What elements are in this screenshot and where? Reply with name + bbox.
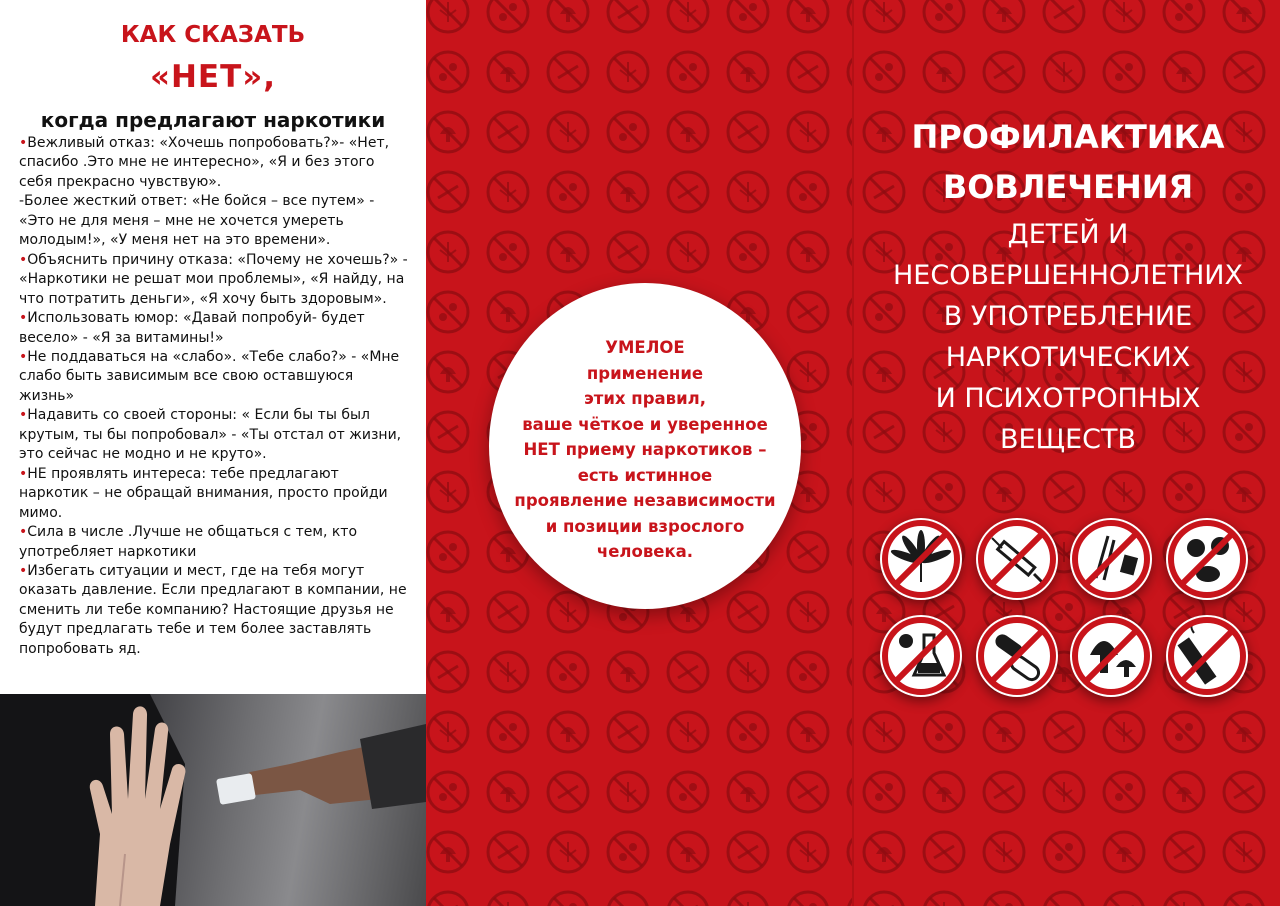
advice-text: Использовать юмор: «Давай попробуй- будет весело» - «Я за витамины!» <box>19 310 365 346</box>
pattern-prohibit-icon <box>608 52 648 92</box>
mushrooms-prohibited-icon <box>1068 613 1154 699</box>
advice-item <box>19 192 411 250</box>
cigarette-prohibited-icon <box>1164 613 1250 699</box>
advice-text: Вежливый отказ: «Хочешь попробовать?»- «Нет, спасибо .Это мне не интересно», «Я и без этого себя прекрасно чувствую». <box>19 135 390 190</box>
pattern-prohibit-icon <box>788 772 828 812</box>
powder-prohibited-icon <box>1068 516 1154 602</box>
pattern-prohibit-icon <box>924 712 964 752</box>
pattern-prohibit-icon <box>548 52 588 92</box>
pattern-prohibit-icon <box>1044 0 1084 32</box>
pattern-prohibit-icon <box>428 232 468 272</box>
pattern-prohibit-icon <box>548 0 588 32</box>
pattern-prohibit-icon <box>1044 772 1084 812</box>
pattern-prohibit-icon <box>984 892 1024 906</box>
pattern-prohibit-icon <box>548 832 588 872</box>
pattern-prohibit-icon <box>428 892 468 906</box>
pattern-prohibit-icon <box>1044 892 1084 906</box>
pattern-prohibit-icon <box>488 0 528 32</box>
pattern-prohibit-icon <box>428 292 468 332</box>
pattern-prohibit-icon <box>728 892 768 906</box>
pattern-prohibit-icon <box>728 772 768 812</box>
chemicals-prohibited-icon <box>878 613 964 699</box>
pattern-prohibit-icon <box>728 112 768 152</box>
pattern-prohibit-icon <box>728 592 768 632</box>
left-panel <box>0 0 426 906</box>
bullet-icon: • <box>19 465 28 482</box>
pills-prohibited-icon <box>1164 516 1250 602</box>
pattern-prohibit-icon <box>1224 712 1264 752</box>
pattern-prohibit-icon <box>1044 832 1084 872</box>
pattern-prohibit-icon <box>608 0 648 32</box>
pattern-prohibit-icon <box>864 0 904 32</box>
pattern-prohibit-icon <box>608 172 648 212</box>
refusal-photo <box>0 694 426 906</box>
pattern-prohibit-icon <box>984 472 1024 512</box>
pattern-prohibit-icon <box>984 52 1024 92</box>
pattern-prohibit-icon <box>1164 832 1204 872</box>
pattern-prohibit-icon <box>984 772 1024 812</box>
pattern-prohibit-icon <box>864 832 904 872</box>
capsules-prohibited-icon <box>974 613 1060 699</box>
pattern-prohibit-icon <box>788 52 828 92</box>
bullet-icon: • <box>19 135 28 151</box>
pattern-prohibit-icon <box>488 112 528 152</box>
pattern-prohibit-icon <box>548 892 588 906</box>
pattern-prohibit-icon <box>1224 52 1264 92</box>
pattern-prohibit-icon <box>608 892 648 906</box>
title-subtitle: когда предлагают наркотики <box>40 108 386 132</box>
pattern-prohibit-icon <box>488 232 528 272</box>
pattern-prohibit-icon <box>668 712 708 752</box>
pattern-prohibit-icon <box>488 52 528 92</box>
pattern-prohibit-icon <box>1164 772 1204 812</box>
pattern-prohibit-icon <box>864 892 904 906</box>
advice-text: НЕ проявлять интереса: тебе предлагают наркотик – не обращай внимания, просто пройди мимо. <box>19 465 388 521</box>
pattern-prohibit-icon <box>788 592 828 632</box>
pattern-prohibit-icon <box>668 52 708 92</box>
pattern-prohibit-icon <box>788 0 828 32</box>
pattern-prohibit-icon <box>428 112 468 152</box>
bullet-icon: • <box>19 562 28 579</box>
pattern-prohibit-icon <box>668 112 708 152</box>
pattern-prohibit-icon <box>728 0 768 32</box>
pattern-prohibit-icon <box>488 592 528 632</box>
pattern-prohibit-icon <box>1224 772 1264 812</box>
advice-text: -Более жесткий ответ: «Не бойся – все путем» - «Это не для меня – мне не хочется умереть молодым!», «У меня нет на это времени». <box>19 193 375 249</box>
pattern-prohibit-icon <box>1104 892 1144 906</box>
advice-item <box>19 562 411 659</box>
advice-item <box>19 251 411 309</box>
pattern-prohibit-icon <box>488 832 528 872</box>
pattern-prohibit-icon <box>864 712 904 752</box>
right-panel <box>852 0 1280 906</box>
advice-text: Избегать ситуации и мест, где на тебя могут оказать давление. Если предлагают в компании, не сменить ли тебе компанию? Настоящие друзья не будут предлагать тебе и тем более заставлять попробовать яд. <box>19 562 407 657</box>
pattern-prohibit-icon <box>1224 832 1264 872</box>
pattern-prohibit-icon <box>984 0 1024 32</box>
pattern-prohibit-icon <box>788 172 828 212</box>
advice-item <box>19 406 411 464</box>
advice-text: Объяснить причину отказа: «Почему не хочешь?» - «Наркотики не решат мои проблемы», «Я найду, на что потратить деньги», «Я хочу быть здоровым». <box>19 251 408 307</box>
pattern-prohibit-icon <box>1224 892 1264 906</box>
pattern-prohibit-icon <box>428 592 468 632</box>
pattern-prohibit-icon <box>548 172 588 212</box>
pattern-prohibit-icon <box>428 412 468 452</box>
pattern-prohibit-icon <box>788 832 828 872</box>
pattern-prohibit-icon <box>428 52 468 92</box>
pattern-prohibit-icon <box>1164 712 1204 752</box>
bullet-icon: • <box>19 524 28 541</box>
pattern-prohibit-icon <box>984 832 1024 872</box>
pattern-prohibit-icon <box>788 892 828 906</box>
pattern-prohibit-icon <box>428 832 468 872</box>
pattern-prohibit-icon <box>864 772 904 812</box>
brochure-title <box>854 112 1280 460</box>
pattern-prohibit-icon <box>428 172 468 212</box>
pattern-prohibit-icon <box>728 832 768 872</box>
pattern-prohibit-icon <box>1044 52 1084 92</box>
pattern-prohibit-icon <box>428 0 468 32</box>
pattern-prohibit-icon <box>668 892 708 906</box>
pattern-prohibit-icon <box>1104 0 1144 32</box>
pattern-prohibit-icon <box>488 292 528 332</box>
pattern-prohibit-icon <box>1104 712 1144 752</box>
advice-text: Не поддаваться на «слабо». «Тебе слабо?» - «Мне слабо быть зависимым все свою оставшуюся жизнь» <box>19 348 400 404</box>
pattern-prohibit-icon <box>668 832 708 872</box>
advice-item <box>19 134 411 192</box>
syringe-prohibited-icon <box>974 516 1060 602</box>
pattern-prohibit-icon <box>924 472 964 512</box>
pattern-prohibit-icon <box>728 652 768 692</box>
advice-item <box>19 309 411 348</box>
pattern-prohibit-icon <box>608 712 648 752</box>
cannabis-prohibited-icon <box>878 516 964 602</box>
pattern-prohibit-icon <box>1044 472 1084 512</box>
pattern-prohibit-icon <box>488 712 528 752</box>
pattern-prohibit-icon <box>1104 772 1144 812</box>
pattern-prohibit-icon <box>608 772 648 812</box>
pattern-prohibit-icon <box>668 772 708 812</box>
pattern-prohibit-icon <box>608 232 648 272</box>
advice-item <box>19 465 411 523</box>
pattern-prohibit-icon <box>548 652 588 692</box>
pattern-prohibit-icon <box>924 52 964 92</box>
pattern-prohibit-icon <box>428 532 468 572</box>
title-how-to-say: КАК СКАЗАТЬ <box>120 22 306 48</box>
pattern-prohibit-icon <box>428 772 468 812</box>
pattern-prohibit-icon <box>428 712 468 752</box>
advice-text: Сила в числе .Лучше не общаться с тем, кто употребляет наркотики <box>19 524 358 560</box>
pattern-prohibit-icon <box>788 232 828 272</box>
pattern-prohibit-icon <box>488 892 528 906</box>
pattern-prohibit-icon <box>668 652 708 692</box>
title-prevention: ПРОФИЛАКТИКА ВОВЛЕЧЕНИЯ <box>911 118 1225 206</box>
pattern-prohibit-icon <box>488 772 528 812</box>
pattern-prohibit-icon <box>1044 712 1084 752</box>
rule-text: УМЕЛОЕ применение этих правил, ваше чёткое и уверенное НЕТ приему наркотиков – есть истинное проявление независимости и позиции взрослого человека. <box>514 338 776 561</box>
pattern-prohibit-icon <box>788 652 828 692</box>
pattern-prohibit-icon <box>1104 52 1144 92</box>
pattern-prohibit-icon <box>428 352 468 392</box>
pattern-prohibit-icon <box>864 472 904 512</box>
advice-item <box>19 348 411 406</box>
pattern-prohibit-icon <box>548 112 588 152</box>
advice-text: Надавить со своей стороны: « Если бы ты был крутым, ты бы попробовал» - «Ты отстал от жизни, это сейчас не модно и не круто». <box>19 407 402 463</box>
advice-list <box>19 134 411 659</box>
pattern-prohibit-icon <box>1104 472 1144 512</box>
pattern-prohibit-icon <box>1224 472 1264 512</box>
pattern-prohibit-icon <box>608 112 648 152</box>
pattern-prohibit-icon <box>428 472 468 512</box>
pattern-prohibit-icon <box>1164 52 1204 92</box>
pattern-prohibit-icon <box>548 772 588 812</box>
pattern-prohibit-icon <box>864 52 904 92</box>
pattern-prohibit-icon <box>788 112 828 152</box>
pattern-prohibit-icon <box>608 652 648 692</box>
advice-item <box>19 523 411 562</box>
rule-circle <box>489 283 801 609</box>
pattern-prohibit-icon <box>728 52 768 92</box>
pattern-prohibit-icon <box>1164 892 1204 906</box>
pattern-prohibit-icon <box>1164 0 1204 32</box>
pattern-prohibit-icon <box>548 592 588 632</box>
pattern-prohibit-icon <box>548 712 588 752</box>
pattern-prohibit-icon <box>668 232 708 272</box>
pattern-prohibit-icon <box>788 292 828 332</box>
middle-panel <box>426 0 852 906</box>
pattern-prohibit-icon <box>924 772 964 812</box>
bullet-icon: • <box>19 310 28 327</box>
pattern-prohibit-icon <box>924 0 964 32</box>
pattern-prohibit-icon <box>1224 0 1264 32</box>
pattern-prohibit-icon <box>924 832 964 872</box>
pattern-prohibit-icon <box>984 712 1024 752</box>
pattern-prohibit-icon <box>728 172 768 212</box>
pattern-prohibit-icon <box>788 712 828 752</box>
pattern-prohibit-icon <box>728 712 768 752</box>
pattern-prohibit-icon <box>548 232 588 272</box>
pattern-prohibit-icon <box>1104 832 1144 872</box>
bullet-icon: • <box>19 407 28 424</box>
pattern-prohibit-icon <box>1164 472 1204 512</box>
bullet-icon: • <box>19 251 28 268</box>
pattern-prohibit-icon <box>924 892 964 906</box>
pattern-prohibit-icon <box>608 832 648 872</box>
title-no: «НЕТ», <box>149 59 277 95</box>
pattern-prohibit-icon <box>428 652 468 692</box>
title-description: ДЕТЕЙ И НЕСОВЕРШЕННОЛЕТНИХ В УПОТРЕБЛЕНИЕ НАРКОТИЧЕСКИХ И ПСИХОТРОПНЫХ ВЕЩЕСТВ <box>893 219 1243 455</box>
bullet-icon: • <box>19 348 28 365</box>
pattern-prohibit-icon <box>488 652 528 692</box>
left-header <box>0 16 426 136</box>
pattern-prohibit-icon <box>668 0 708 32</box>
pattern-prohibit-icon <box>728 232 768 272</box>
pattern-prohibit-icon <box>668 172 708 212</box>
refusal-hands-image <box>0 694 426 906</box>
pattern-prohibit-icon <box>488 172 528 212</box>
